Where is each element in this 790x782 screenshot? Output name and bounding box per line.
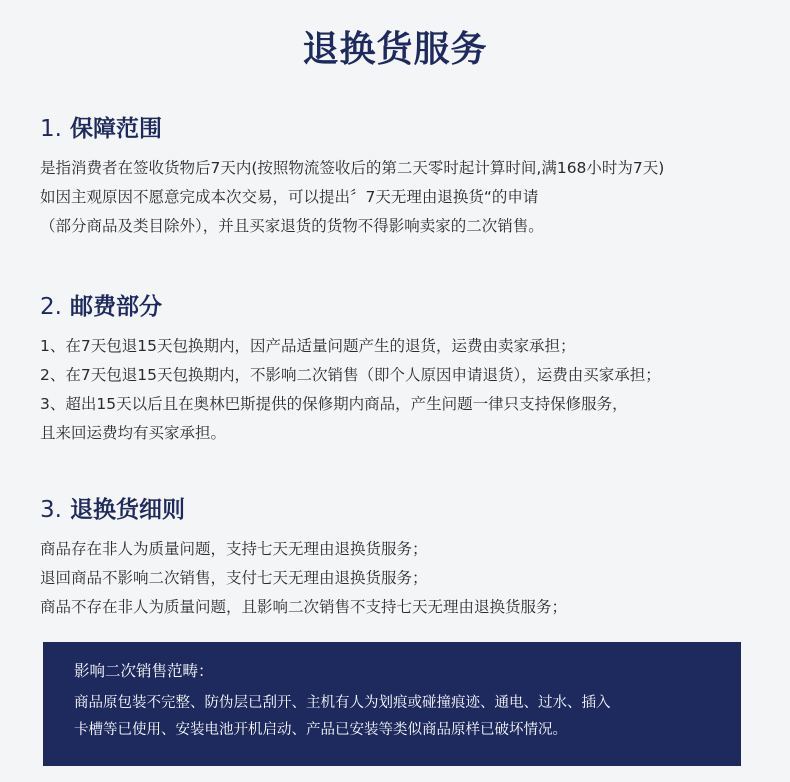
paragraph-line: 是指消费者在签收货物后7天内(按照物流签收后的第二天零时起计算时间,满168小时为7天) [40, 159, 665, 177]
section-heading [40, 292, 780, 322]
list-item: 商品存在非人为质量问题，支持七天无理由退换货服务； [40, 540, 428, 558]
section-coverage [40, 114, 780, 241]
notice-box [43, 642, 741, 766]
section-number: 1. [40, 116, 62, 142]
section-title: 退换货细则 [69, 497, 185, 523]
section-shipping-fees [40, 292, 780, 448]
list-item: 退回商品不影响二次销售，支付七天无理由退换货服务； [40, 569, 428, 587]
section-title: 保障范围 [69, 116, 162, 142]
page-title: 退换货服务 [302, 29, 488, 70]
section-number: 2. [40, 294, 62, 320]
notice-line: 商品原包装不完整、防伪层已刮开、主机有人为划痕或碰撞痕迹、通电、过水、插入 [74, 695, 611, 711]
paragraph-line: 如因主观原因不愿意完成本次交易，可以提出〞7天无理由退换货“的申请 [40, 188, 539, 206]
section-title: 邮费部分 [69, 294, 162, 320]
list-item: 1、在7天包退15天包换期内，因产品适量问题产生的退货，运费由卖家承担； [40, 337, 576, 355]
list-item: 2、在7天包退15天包换期内，不影响二次销售（即个人原因申请退货），运费由买家承担； [40, 366, 661, 384]
section-heading [40, 114, 780, 144]
list-item: 且来回运费均有买家承担。 [40, 424, 227, 442]
section-return-details [40, 495, 780, 622]
list-item: 3、超出15天以后且在奥林巴斯提供的保修期内商品，产生问题一律只支持保修服务， [40, 395, 628, 413]
list-item: 商品不存在非人为质量问题，且影响二次销售不支持七天无理由退换货服务； [40, 598, 568, 616]
notice-title: 影响二次销售范畴： [74, 662, 214, 680]
notice-line: 卡槽等已使用、安装电池开机启动、产品已安装等类似商品原样已破坏情况。 [74, 722, 567, 738]
section-heading [40, 495, 780, 525]
paragraph-line: （部分商品及类目除外），并且买家退货的货物不得影响卖家的二次销售。 [40, 217, 544, 235]
section-number: 3. [40, 497, 62, 523]
